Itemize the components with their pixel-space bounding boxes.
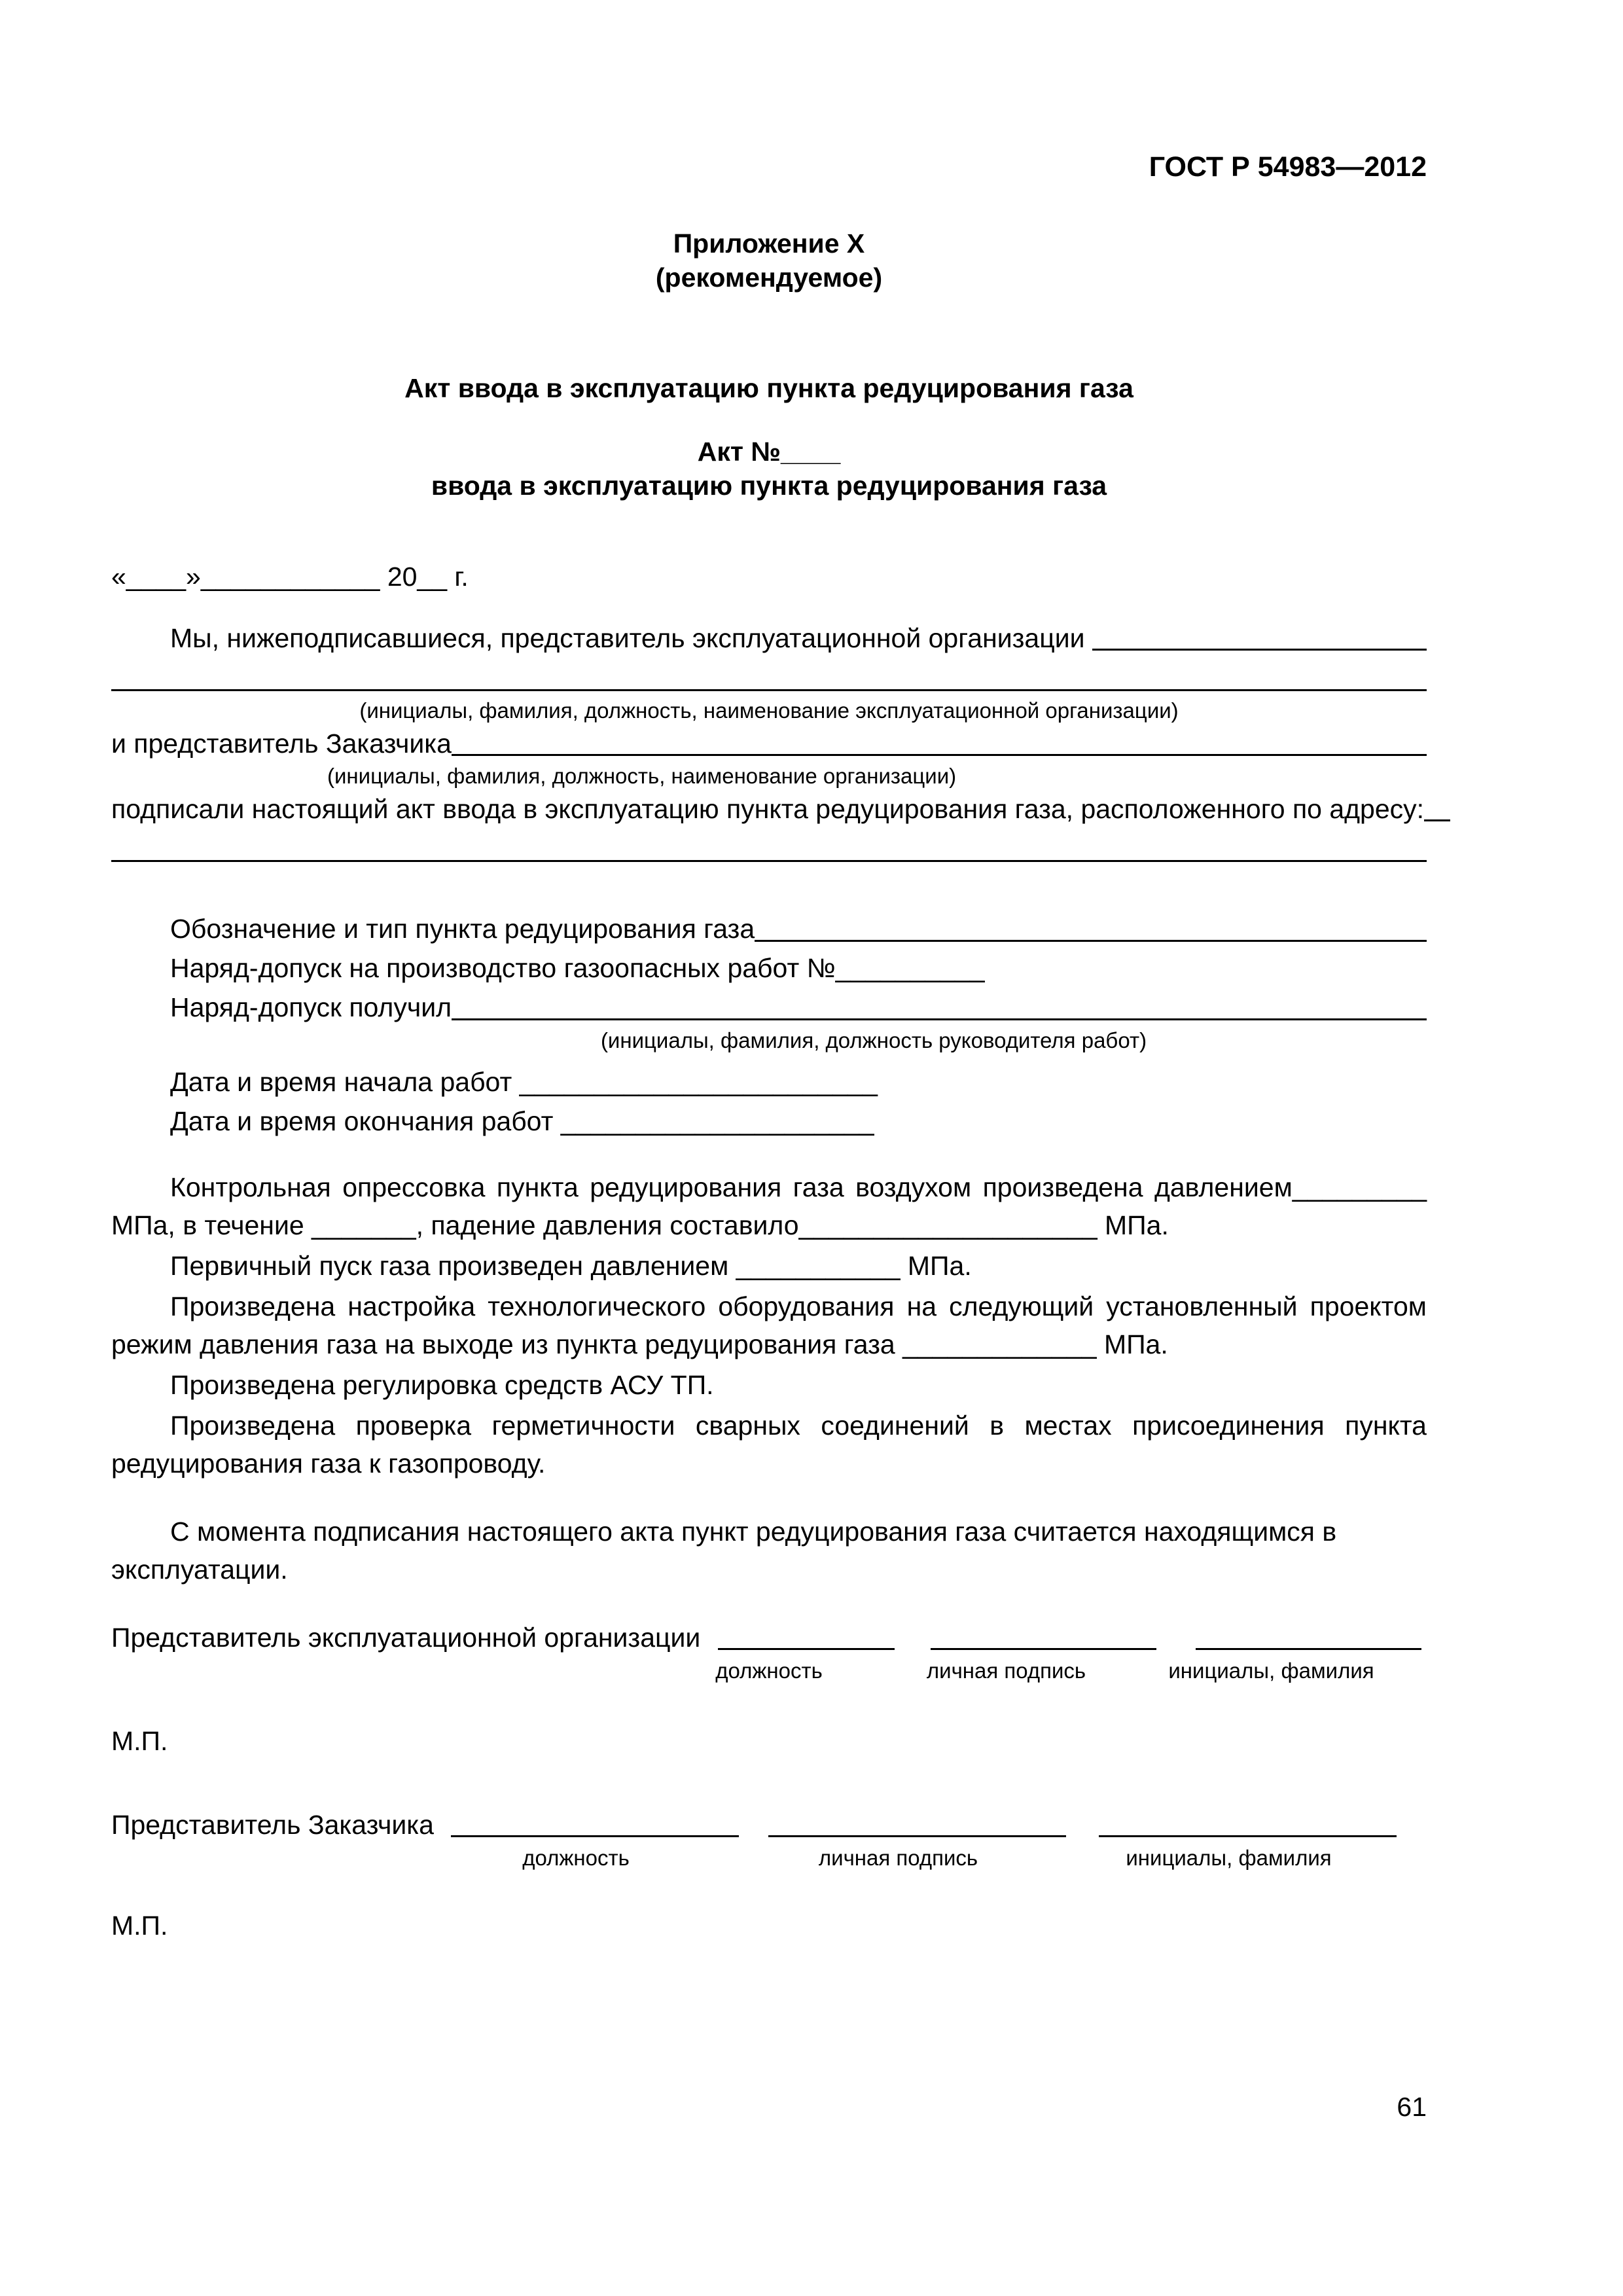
signature-line-position bbox=[451, 1835, 739, 1837]
stamp-place-mark: М.П. bbox=[111, 1726, 168, 1756]
blank-ruled-line bbox=[111, 657, 1427, 691]
blank-line-fill bbox=[1092, 649, 1427, 651]
stamp-place-mark: М.П. bbox=[111, 1910, 168, 1941]
signature-line-name bbox=[1099, 1835, 1397, 1837]
intro-line-customer-text: и представитель Заказчика bbox=[111, 728, 452, 759]
paragraph-weld-tightness-check: Произведена проверка герметичности сварных соединений в местах присоединения пункта редуцирования газа к газопроводу. bbox=[111, 1410, 1427, 1479]
field-work-permit: Наряд-допуск на производство газоопасных работ №__________ bbox=[170, 953, 985, 983]
signature-column-labels bbox=[111, 1844, 1427, 1873]
act-number-line: Акт №____ bbox=[697, 437, 841, 467]
field-designation-label: Обозначение и тип пункта редуцирования газа bbox=[170, 914, 755, 944]
blank-ruled-line bbox=[111, 828, 1427, 862]
signature-column-labels bbox=[111, 1657, 1427, 1685]
signature-col-position-label: должность bbox=[522, 1846, 630, 1870]
signature-labels-spacer bbox=[111, 1657, 671, 1685]
field-permit-received bbox=[111, 988, 1427, 1027]
paragraph-equipment-setup: Произведена настройка технологического оборудования на следующий установленный проектом режим давления газа на выходе из пункта редуцирования газа _____________ МПа. bbox=[111, 1291, 1427, 1359]
signature-row-operating-org bbox=[111, 1619, 1427, 1657]
signature-col-name-label: инициалы, фамилия bbox=[1126, 1846, 1332, 1870]
paragraph-initial-gas-start: Первичный пуск газа произведен давлением ___________ МПа. bbox=[170, 1251, 972, 1281]
field-work-end: Дата и время окончания работ _____________________ bbox=[170, 1106, 874, 1136]
signature-line-signature bbox=[931, 1648, 1156, 1650]
signature-line-name bbox=[1196, 1648, 1421, 1650]
gost-standard-header: ГОСТ Р 54983—2012 bbox=[1149, 151, 1427, 183]
signature-line-signature bbox=[768, 1835, 1066, 1837]
signature-col-signature-label: личная подпись bbox=[926, 1659, 1086, 1683]
intro-line-customer bbox=[111, 725, 1427, 762]
blank-line-fill bbox=[755, 940, 1427, 942]
act-subtitle: ввода в эксплуатацию пункта редуцирования газа bbox=[431, 471, 1107, 501]
signature-block-operating-org bbox=[111, 1619, 1427, 1760]
signature-col-name-label: инициалы, фамилия bbox=[1168, 1659, 1374, 1683]
field-work-start: Дата и время начала работ ________________________ bbox=[170, 1067, 878, 1097]
signature-col-position-label: должность bbox=[715, 1659, 823, 1683]
page-number: 61 bbox=[1397, 2092, 1427, 2122]
document-title: Акт ввода в эксплуатацию пункта редуцирования газа bbox=[404, 373, 1133, 403]
field-designation bbox=[111, 909, 1427, 948]
paragraph-commissioning-statement: С момента подписания настоящего акта пункт редуцирования газа считается находящимся в эксплуатации. bbox=[111, 1516, 1337, 1585]
signature-col-signature-label: личная подпись bbox=[818, 1846, 978, 1870]
caption-work-supervisor-credentials: (инициалы, фамилия, должность руководителя работ) bbox=[600, 1028, 1147, 1052]
signature-block-customer bbox=[111, 1806, 1427, 1945]
intro-section bbox=[111, 619, 1427, 862]
appendix-block bbox=[111, 226, 1427, 295]
caption-operating-org-credentials: (инициалы, фамилия, должность, наименование эксплуатационной организации) bbox=[359, 698, 1179, 723]
signature-operating-org-label: Представитель эксплуатационной организации bbox=[111, 1623, 708, 1653]
intro-line-representative-text: Мы, нижеподписавшиеся, представитель эксплуатационной организации bbox=[170, 623, 1092, 653]
signature-labels-spacer bbox=[111, 1844, 422, 1873]
intro-line-signed-text: подписали настоящий акт ввода в эксплуатацию пункта редуцирования газа, расположенного по адресу: bbox=[111, 794, 1425, 824]
appendix-subtitle: (рекомендуемое) bbox=[655, 262, 883, 293]
body-paragraphs bbox=[111, 1168, 1427, 1482]
blank-line-fill bbox=[452, 754, 1427, 756]
signature-line-position bbox=[718, 1648, 895, 1650]
date-line: «____»____________ 20__ г. bbox=[111, 562, 469, 592]
paragraph-pressure-test: Контрольная опрессовка пункта редуцирования газа воздухом произведена давлением_________ МПа, в течение _______, падение давления составило____________________ МПа. bbox=[111, 1172, 1427, 1240]
appendix-title: Приложение Х bbox=[673, 228, 865, 259]
blank-line-fill bbox=[1424, 819, 1450, 821]
caption-org-credentials: (инициалы, фамилия, должность, наименование организации) bbox=[327, 764, 957, 788]
intro-line-representative bbox=[111, 619, 1427, 657]
field-permit-received-label: Наряд-допуск получил bbox=[170, 992, 452, 1022]
fields-section bbox=[111, 909, 1427, 1141]
blank-line-fill bbox=[452, 1018, 1427, 1020]
act-heading-block bbox=[111, 435, 1427, 503]
signature-customer-label: Представитель Заказчика bbox=[111, 1810, 442, 1840]
signature-row-customer bbox=[111, 1806, 1427, 1844]
paragraph-acs-adjustment: Произведена регулировка средств АСУ ТП. bbox=[170, 1370, 714, 1400]
intro-line-signed bbox=[111, 790, 1427, 828]
